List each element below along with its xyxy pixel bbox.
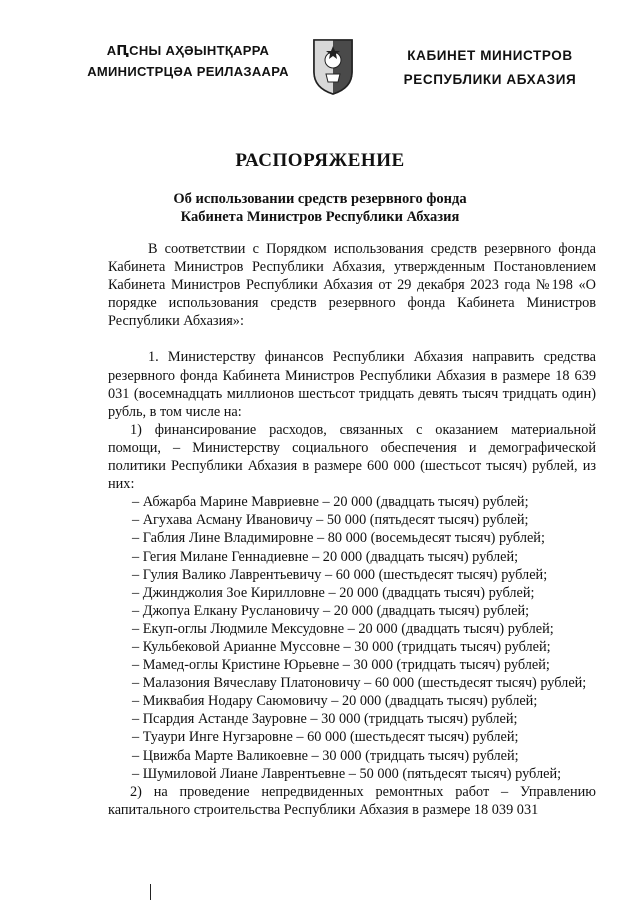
- recipient-list: [108, 493, 596, 783]
- item-1-paragraph: 1. Министерству финансов Республики Абхазия направить средства резервного фонда Кабинета Министров Республики Абхазия в размере 18 639 031 (восемнадцать миллионов шестьсот тридцать девять тысяч тридцать один) рубль, в том числе на:: [108, 349, 596, 420]
- header-right-line2: РЕСПУБЛИКИ АБХАЗИЯ: [403, 72, 577, 87]
- recipient-list-item: – Габлия Лине Владимировне – 80 000 (восемьдесят тысяч) рублей;: [132, 530, 545, 547]
- recipient-list-item: – Гулия Валико Лаврентьевичу – 60 000 (шестьдесят тысяч) рублей;: [132, 566, 548, 583]
- recipient-list-item: – Псардия Астанде Зауровне – 30 000 (тридцать тысяч) рублей;: [132, 711, 518, 728]
- recipient-list-item: – Абжарба Марине Мавриевне – 20 000 (двадцать тысяч) рублей;: [132, 494, 529, 511]
- header-right-line1: КАБИНЕТ МИНИСТРОВ: [407, 48, 573, 63]
- recipient-list-item: – Агухава Асману Ивановичу – 50 000 (пятьдесят тысяч) рублей;: [132, 512, 529, 529]
- document-body: [108, 240, 596, 819]
- recipient-list-item: – Миквабия Нодару Саюмовичу – 20 000 (двадцать тысяч) рублей;: [132, 693, 538, 710]
- header-left-line2: АМИНИСТРЦӘА РЕИЛАЗААРА: [87, 64, 289, 79]
- subject-line2: Кабинета Министров Республики Абхазия: [180, 209, 460, 225]
- document-title: РАСПОРЯЖЕНИЕ: [235, 150, 405, 171]
- coat-of-arms-icon: [312, 38, 354, 96]
- item-1-2-paragraph: 2) на проведение непредвиденных ремонтных работ – Управлению капитального строительства Республики Абхазия в размере 18 039 031: [108, 783, 596, 818]
- item-1-1-paragraph: 1) финансирование расходов, связанных с оказанием материальной помощи, – Министерству социального обеспечения и демографической политики Республики Абхазия в размере 600 000 (шестьсот тысяч) рублей, из них:: [108, 421, 596, 493]
- scan-mark: [150, 884, 151, 900]
- document-subject: [0, 190, 640, 226]
- recipient-list-item: – Джопуа Елкану Руслановичу – 20 000 (двадцать тысяч) рублей;: [132, 602, 530, 619]
- recipient-list-item: – Джинджолия Зое Кирилловне – 20 000 (двадцать тысяч) рублей;: [132, 584, 535, 601]
- recipient-list-item: – Туаури Инге Нугзаровне – 60 000 (шестьдесят тысяч) рублей;: [132, 729, 519, 746]
- recipient-list-item: – Екуп-оглы Людмиле Мексудовне – 20 000 (двадцать тысяч) рублей;: [132, 620, 554, 637]
- recipient-list-item: – Цвижба Марте Валикоевне – 30 000 (тридцать тысяч) рублей;: [132, 747, 519, 764]
- header-left-line1: АԤСНЫ АҲӘЫНТҚАРРА: [106, 43, 270, 58]
- recipient-list-item: – Шумиловой Лиане Лаврентьевне – 50 000 (пятьдесят тысяч) рублей;: [132, 765, 562, 782]
- subject-line1: Об использовании средств резервного фонда: [173, 191, 467, 207]
- recipient-list-item: – Кульбековой Арианне Муссовне – 30 000 (тридцать тысяч) рублей;: [132, 638, 551, 655]
- recipient-list-item: – Мамед-оглы Кристине Юрьевне – 30 000 (тридцать тысяч) рублей;: [132, 657, 550, 674]
- preamble-paragraph: В соответствии с Порядком использования средств резервного фонда Кабинета Министров Республики Абхазия, утвержденным Постановлением Кабинета Министров Республики Абхазия от 29 декабря 2023 года №198 «О порядке использования средств резервного фонда Кабинета Министров Республики Абхазия»:: [108, 241, 596, 330]
- recipient-list-item: – Гегия Милане Геннадиевне – 20 000 (двадцать тысяч) рублей;: [132, 548, 519, 565]
- header-abkhaz-name: [78, 40, 298, 82]
- header-russian-name: [380, 44, 600, 92]
- recipient-list-item: – Малазония Вячеславу Платоновичу – 60 000 (шестьдесят тысяч) рублей;: [132, 675, 587, 692]
